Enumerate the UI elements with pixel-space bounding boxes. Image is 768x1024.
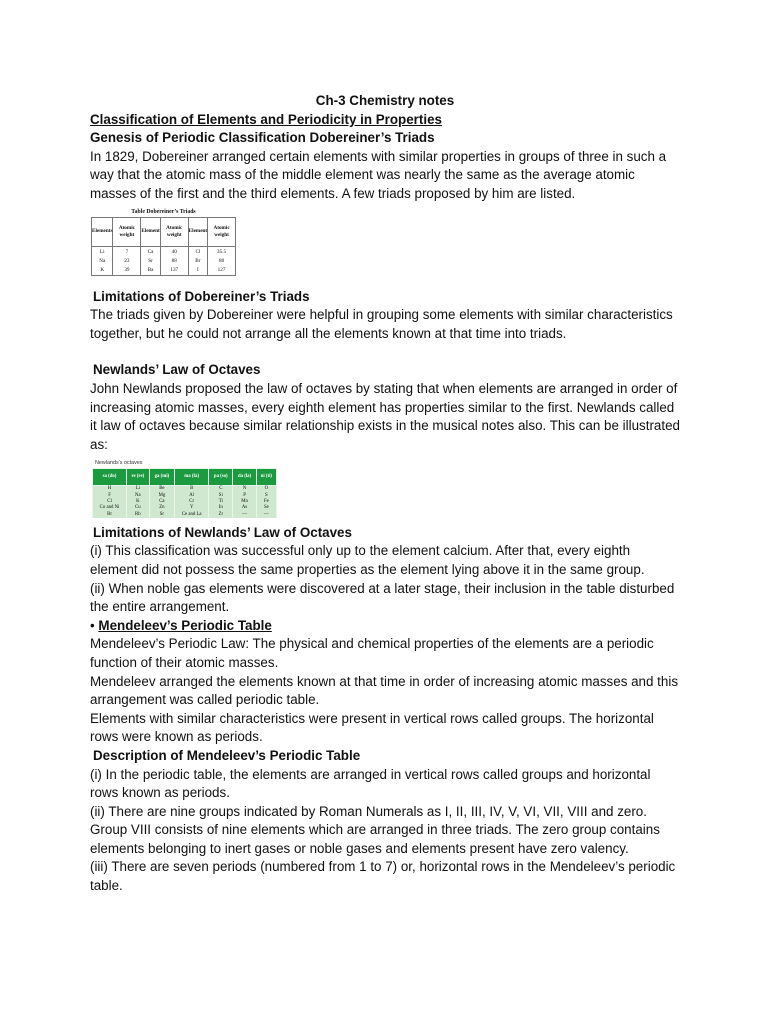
table-cell: 40 (160, 246, 188, 257)
table-header-cell: ni (ti) (256, 469, 276, 486)
newlands-heading: Newlands’ Law of Octaves (93, 362, 261, 378)
table-cell: Be (149, 486, 175, 493)
table-header-cell: Element (141, 217, 160, 246)
mendeleev-paragraph-1: Mendeleev’s Periodic Law: The physical and chemical properties of the elements are a periodic function of their atomic masses. (90, 636, 654, 670)
table-header-cell: Atomic weight (113, 217, 141, 246)
description-heading: Description of Mendeleev’s Periodic Table (93, 747, 361, 763)
table-header-row (92, 217, 236, 246)
table-cell: Na (92, 257, 113, 266)
table-header-row (93, 469, 277, 486)
newlands-octaves-figure (92, 458, 277, 517)
table-header-cell: ma (fa) (175, 469, 209, 486)
table-cell: P (233, 493, 256, 499)
table-cell: 80 (208, 257, 236, 266)
table-cell: 35.5 (208, 246, 236, 257)
mendeleev-paragraph-2: Mendeleev arranged the elements known at that time in order of increasing atomic masses and this arrangement was called periodic table. (90, 673, 679, 708)
table-cell: Sr (141, 257, 160, 266)
table-cell: Cl (93, 499, 127, 505)
table-row (92, 257, 236, 266)
table-header-cell: Atomic weight (160, 217, 188, 246)
mendeleev-paragraph-3: Elements with similar characteristics were present in vertical rows called groups. The horizontal rows were known as periods. (90, 710, 654, 745)
table-cell: Y (175, 505, 209, 511)
table-cell: Li (127, 486, 150, 493)
table-row (93, 486, 277, 493)
table-cell: N (233, 486, 256, 493)
description-item-3: (iii) There are seven periods (numbered from 1 to 7) or, horizontal rows in the Mendeleev’s periodic table. (90, 859, 676, 894)
table-cell: Ca (141, 246, 160, 257)
table-cell: H (93, 486, 127, 493)
table-cell: Co and Ni (93, 505, 127, 511)
dobereiner-table-caption: Table Dobereiner’s Triads (131, 208, 196, 215)
table-header-cell: re (re) (127, 469, 150, 486)
newlands-paragraph: John Newlands proposed the law of octaves by stating that when elements are arranged in order of increasing atomic masses, every eighth element has properties similar to the first. Newlands called it law of octaves because similar relationship exists in the musical notes also. This can be illustrated as: (90, 380, 680, 452)
table-cell: Se (256, 505, 276, 511)
table-cell: Mg (149, 493, 175, 499)
table-header-cell: sa (do) (93, 469, 127, 486)
table-cell: In (209, 505, 233, 511)
table-cell: C (209, 486, 233, 493)
table-cell: Mn (233, 499, 256, 505)
table-cell: Li (92, 246, 113, 257)
mendeleev-heading-line (90, 617, 680, 636)
table-cell: F (93, 493, 127, 499)
table-cell: Ti (209, 499, 233, 505)
table-cell: S (256, 493, 276, 499)
table-cell: 39 (113, 266, 141, 276)
table-cell: Si (209, 493, 233, 499)
octaves-table-caption: Newlands's octaves (95, 460, 143, 467)
newlands-limitations-heading: Limitations of Newlands’ Law of Octaves (93, 524, 352, 540)
table-cell: I (188, 266, 207, 276)
table-cell: Fe (256, 499, 276, 505)
octaves-table (92, 468, 277, 517)
dobereiner-limitations-paragraph: The triads given by Dobereiner were helpful in grouping some elements with similar characteristics together, but he could not arrange all the elements known at that time into triads. (90, 307, 673, 341)
table-cell: — (256, 512, 276, 518)
table-cell: Ce and La (175, 512, 209, 518)
description-item-2: (ii) There are nine groups indicated by Roman Numerals as I, II, III, IV, V, VI, VII, VIII and zero. Group VIII consists of nine elements which are arranged in three triads. The zero group contains elements belonging to inert gases or noble gases and elements present have zero valency. (90, 803, 660, 856)
bullet-glyph: • (90, 617, 99, 633)
table-cell: K (92, 266, 113, 276)
table-row (93, 512, 277, 518)
table-cell: Na (127, 493, 150, 499)
table-cell: O (256, 486, 276, 493)
table-cell: Al (175, 493, 209, 499)
table-row (92, 266, 236, 276)
dobereiner-table-figure (91, 208, 236, 276)
table-header-cell: Elements (92, 217, 113, 246)
newlands-limitation-1: (i) This classification was successful only up to the element calcium. After that, every eighth element did not possess the same properties as the element lying above it in the same group. (90, 543, 645, 577)
table-cell: Cu (127, 505, 150, 511)
table-header-cell: da (la) (233, 469, 256, 486)
table-header-cell: pa (so) (209, 469, 233, 486)
dobereiner-limitations-heading: Limitations of Dobereiner’s Triads (93, 288, 310, 304)
table-header-cell: Element (188, 217, 207, 246)
mendeleev-heading: Mendeleev’s Periodic Table (98, 617, 272, 633)
table-cell: Cl (188, 246, 207, 257)
table-cell: Sr (149, 512, 175, 518)
table-cell: Ba (141, 266, 160, 276)
table-cell: Cr (175, 499, 209, 505)
table-cell: Br (93, 512, 127, 518)
table-cell: Zn (149, 505, 175, 511)
table-cell: Br (188, 257, 207, 266)
table-cell: — (233, 512, 256, 518)
page-title: Ch-3 Chemistry notes (315, 93, 455, 108)
table-row (92, 246, 236, 257)
table-header-cell: ga (mi) (149, 469, 175, 486)
genesis-paragraph: In 1829, Dobereiner arranged certain elements with similar properties in groups of three in such a way that the atomic mass of the middle element was nearly the same as the average atomic masses of the first and the third elements. A few triads proposed by him are listed. (90, 148, 667, 201)
table-cell: 88 (160, 257, 188, 266)
table-cell: 127 (208, 266, 236, 276)
table-cell: As (233, 505, 256, 511)
newlands-limitation-2: (ii) When noble gas elements were discovered at a later stage, their inclusion in the table disturbed the entire arrangement. (90, 580, 675, 615)
table-header-cell: Atomic weight (208, 217, 236, 246)
description-item-1: (i) In the periodic table, the elements are arranged in vertical rows called groups and horizontal rows known as periods. (90, 766, 651, 801)
table-cell: K (127, 499, 150, 505)
table-cell: 7 (113, 246, 141, 257)
genesis-heading: Genesis of Periodic Classification Dobereiner’s Triads (90, 130, 435, 146)
table-cell: 23 (113, 257, 141, 266)
table-cell: 137 (160, 266, 188, 276)
table-cell: Rb (127, 512, 150, 518)
notes-content (90, 92, 680, 896)
table-cell: Ca (149, 499, 175, 505)
dobereiner-table (91, 217, 236, 276)
table-cell: B (175, 486, 209, 493)
table-cell: Zr (209, 512, 233, 518)
chapter-heading: Classification of Elements and Periodicity in Properties (90, 111, 442, 127)
